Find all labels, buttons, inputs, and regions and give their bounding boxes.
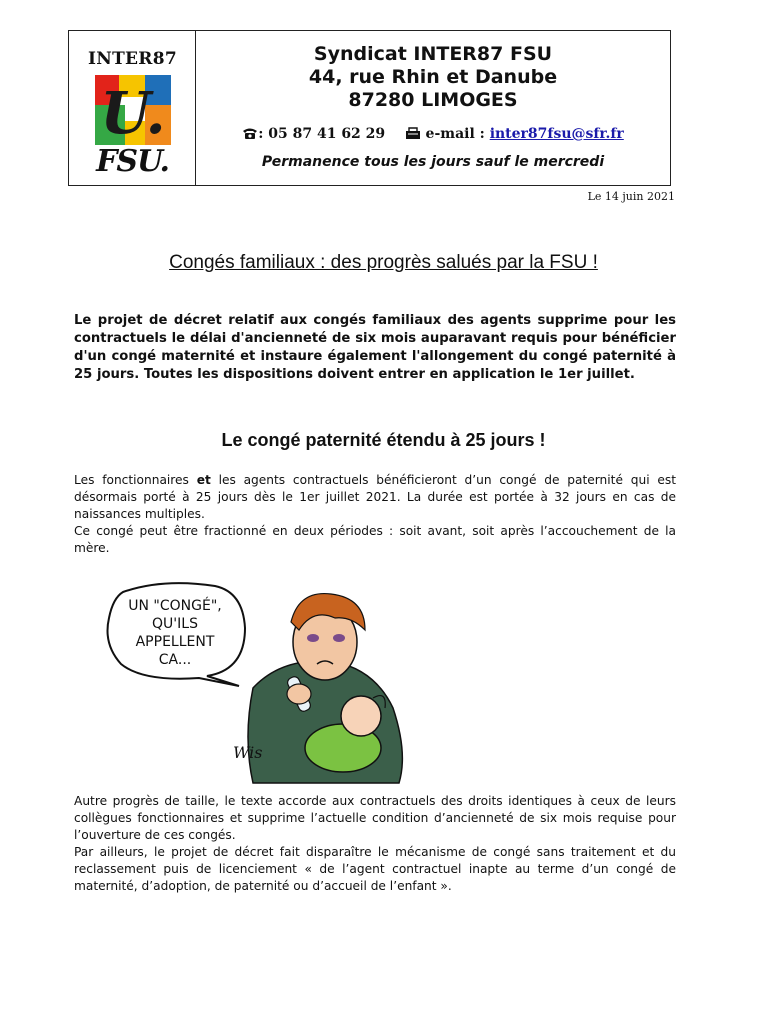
bubble-text-4: CA... (158, 652, 192, 668)
permanence-note: Permanence tous les jours sauf le mercredi (261, 154, 605, 170)
phone-number: : 05 87 41 62 29 (258, 126, 386, 142)
paragraph: Par ailleurs, le projet de décret fait disparaître le mécanisme de congé sans traitement et du reclassement puis de licenciement « de l’agent contractuel inapte au terme d’un congé de maternité, d’adoption, de paternité ou d’accueil de l’enfant ». (74, 845, 676, 893)
cartoon-illustration (103, 578, 443, 788)
logo-top-text: INTER87 (88, 49, 177, 69)
document-date: Le 14 juin 2021 (587, 190, 675, 203)
father-eye-left (307, 634, 319, 642)
artist-signature: Wis (233, 743, 263, 762)
father-eye-right (333, 634, 345, 642)
contact-block (196, 31, 670, 185)
letterhead (68, 30, 671, 186)
phone-icon (242, 127, 258, 140)
father-hand (287, 684, 311, 704)
paragraph (74, 472, 676, 523)
emphasis: et (196, 473, 211, 487)
paragraph: Autre progrès de taille, le texte accorde aux contractuels des droits identiques à ceux de leurs collègues fonctionnaires et supprime l’actuelle condition d’ancienneté de six mois requise pour l’ouverture de ces congés. (74, 794, 676, 842)
paragraph: Ce congé peut être fractionné en deux périodes : soit avant, soit après l’accouchement de la mère. (74, 524, 676, 555)
text-run: Les fonctionnaires (74, 473, 197, 487)
logo-letter: U. (100, 79, 166, 145)
bubble-text-2: QU'ILS (152, 616, 198, 632)
org-city: 87280 LIMOGES (348, 89, 518, 111)
intro-paragraph: Le projet de décret relatif aux congés familiaux des agents supprime pour les contractuels le délai d'ancienneté de six mois auparavant requis pour bénéficier d'un congé maternité et instaure également l'allongement du congé paternité à 25 jours. Toutes les dispositions doivent entrer en application le 1er juillet. (74, 313, 676, 382)
bubble-text-3: APPELLENT (135, 634, 215, 650)
logo-mark-icon (95, 75, 171, 145)
email-link[interactable]: inter87fsu@sfr.fr (489, 126, 624, 142)
email-label: e-mail : (425, 126, 485, 142)
contact-line (196, 126, 670, 142)
text-run: les agents contractuels bénéficieront d’un congé de paternité qui est désormais porté à 25 jours dès le 1er juillet 2021. La durée est portée à 32 jours en cas de naissances multiples. (74, 473, 676, 521)
baby-head (341, 696, 381, 736)
bubble-text-1: UN "CONGÉ", (128, 598, 222, 614)
org-address: 44, rue Rhin et Danube (308, 66, 558, 88)
org-name: Syndicat INTER87 FSU (313, 43, 553, 65)
section-rights (74, 793, 676, 895)
section-paternity (74, 472, 676, 557)
section-heading: Le congé paternité étendu à 25 jours ! (221, 430, 546, 450)
page-title: Congés familiaux : des progrès salués par la FSU ! (169, 252, 598, 273)
email-icon (405, 127, 421, 140)
logo-bottom-text: FSU. (96, 144, 169, 179)
logo (69, 31, 196, 185)
